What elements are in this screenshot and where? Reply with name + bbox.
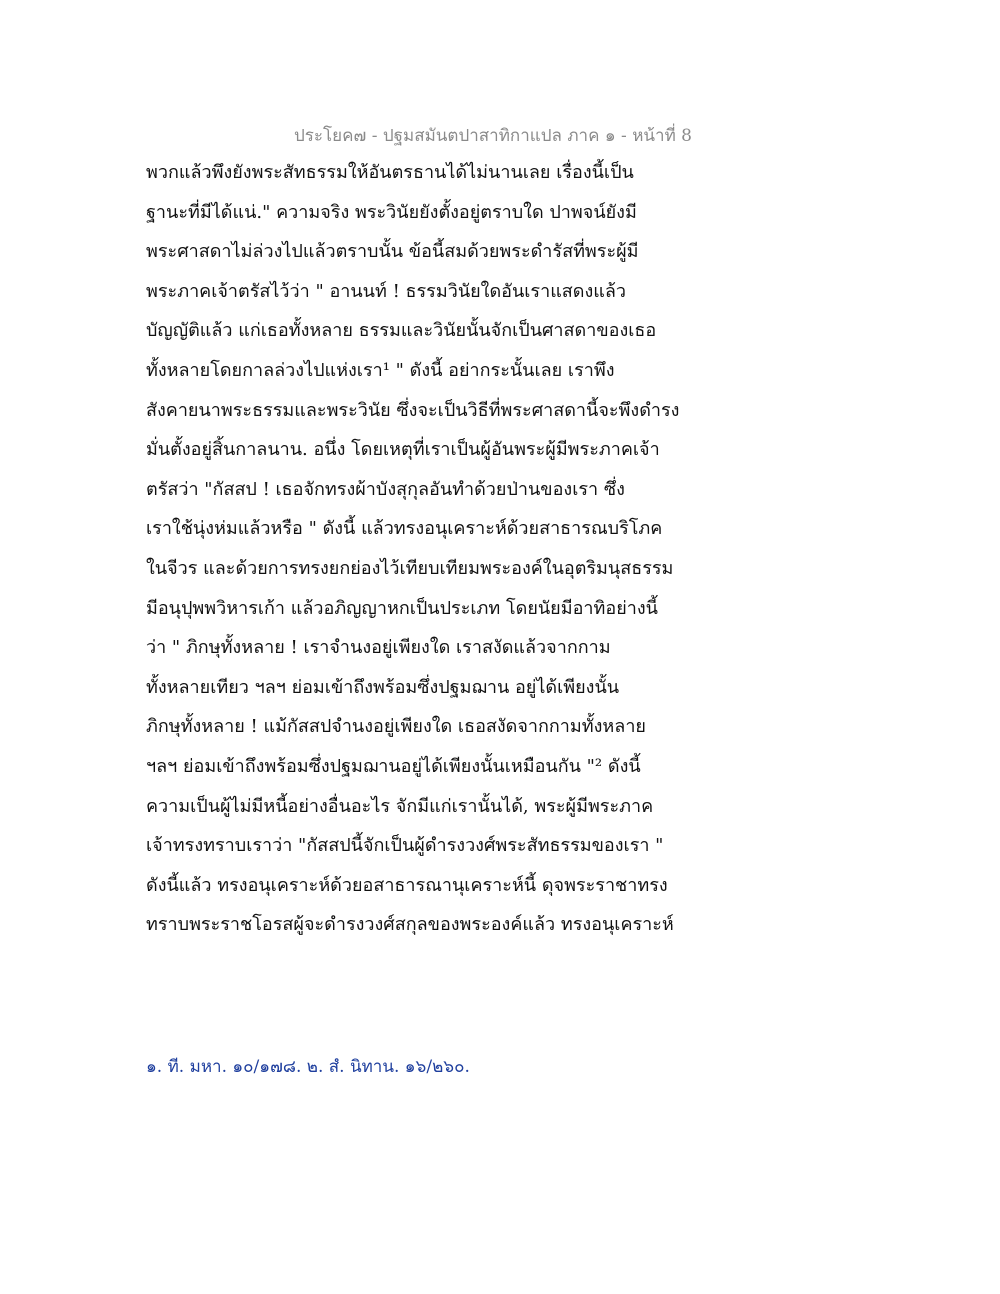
- body-line-15: ภิกษุทั้งหลาย ! แม้กัสสปจำนงอยู่เพียงใด เธอสงัดจากกามทั้งหลาย: [146, 716, 646, 738]
- body-line-8: มั่นตั้งอยู่สิ้นกาลนาน. อนึ่ง โดยเหตุที่เราเป็นผู้อันพระผู้มีพระภาคเจ้า: [146, 439, 660, 461]
- body-line-18: เจ้าทรงทราบเราว่า "กัสสปนี้จักเป็นผู้ดำรงวงศ์พระสัทธรรมของเรา ": [146, 835, 664, 857]
- body-text: [146, 156, 716, 948]
- running-header: ประโยค๗ - ปฐมสมันตปาสาทิกาแปล ภาค ๑ - หน้าที่ 8: [293, 126, 692, 146]
- body-line-9: ตรัสว่า "กัสสป ! เธอจักทรงผ้าบังสุกุลอันทำด้วยป่านของเรา ซึ่ง: [146, 478, 625, 500]
- body-line-2: ฐานะที่มีได้แน่." ความจริง พระวินัยยังตั้งอยู่ตราบใด ปาพจน์ยังมี: [146, 201, 637, 223]
- body-line-6: ทั้งหลายโดยกาลล่วงไปแห่งเรา¹ " ดังนี้ อย่ากระนั้นเลย เราพึง: [146, 359, 615, 381]
- body-line-10: เราใช้นุ่งห่มแล้วหรือ " ดังนี้ แล้วทรงอนุเคราะห์ด้วยสาธารณบริโภค: [146, 518, 663, 540]
- body-line-19: ดังนี้แล้ว ทรงอนุเคราะห์ด้วยอสาธารณานุเคราะห์นี้ ดุจพระราชาทรง: [146, 874, 668, 896]
- body-line-17: ความเป็นผู้ไม่มีหนี้อย่างอื่นอะไร จักมีแก่เรานั้นได้, พระผู้มีพระภาค: [146, 795, 654, 817]
- body-line-14: ทั้งหลายเทียว ฯลฯ ย่อมเข้าถึงพร้อมซึ่งปฐมฌาน อยู่ได้เพียงนั้น: [146, 676, 620, 698]
- body-line-12: มีอนุปุพพวิหารเก้า แล้วอภิญญาหกเป็นประเภท โดยนัยมีอาทิอย่างนี้: [146, 597, 658, 619]
- body-line-13: ว่า " ภิกษุทั้งหลาย ! เราจำนงอยู่เพียงใด เราสงัดแล้วจากกาม: [146, 637, 611, 659]
- body-line-5: บัญญัติแล้ว แก่เธอทั้งหลาย ธรรมและวินัยนั้นจักเป็นศาสดาของเธอ: [146, 320, 657, 342]
- body-line-1: พวกแล้วพึงยังพระสัทธรรมให้อันตรธานได้ไม่นานเลย เรื่องนี้เป็น: [146, 162, 634, 183]
- body-line-3: พระศาสดาไม่ล่วงไปแล้วตราบนั้น ข้อนี้สมด้วยพระดำรัสที่พระผู้มี: [146, 241, 639, 263]
- body-line-7: สังคายนาพระธรรมและพระวินัย ซึ่งจะเป็นวิธีที่พระศาสดานี้จะพึงดำรง: [146, 399, 680, 421]
- body-line-4: พระภาคเจ้าตรัสไว้ว่า " อานนท์ ! ธรรมวินัยใดอันเราแสดงแล้ว: [146, 280, 627, 302]
- body-line-11: ในจีวร และด้วยการทรงยกย่องไว้เทียบเทียมพระองค์ในอุตริมนุสธรรม: [146, 557, 674, 579]
- footnote-references: ๑. ที. มหา. ๑๐/๑๗๘. ๒. สํ. นิทาน. ๑๖/๒๖๐.: [146, 1057, 470, 1077]
- body-line-16: ฯลฯ ย่อมเข้าถึงพร้อมซึ่งปฐมฌานอยู่ได้เพียงนั้นเหมือนกัน "² ดังนี้: [146, 755, 641, 777]
- body-line-20: ทราบพระราชโอรสผู้จะดำรงวงศ์สกุลของพระองค์แล้ว ทรงอนุเคราะห์: [146, 914, 674, 936]
